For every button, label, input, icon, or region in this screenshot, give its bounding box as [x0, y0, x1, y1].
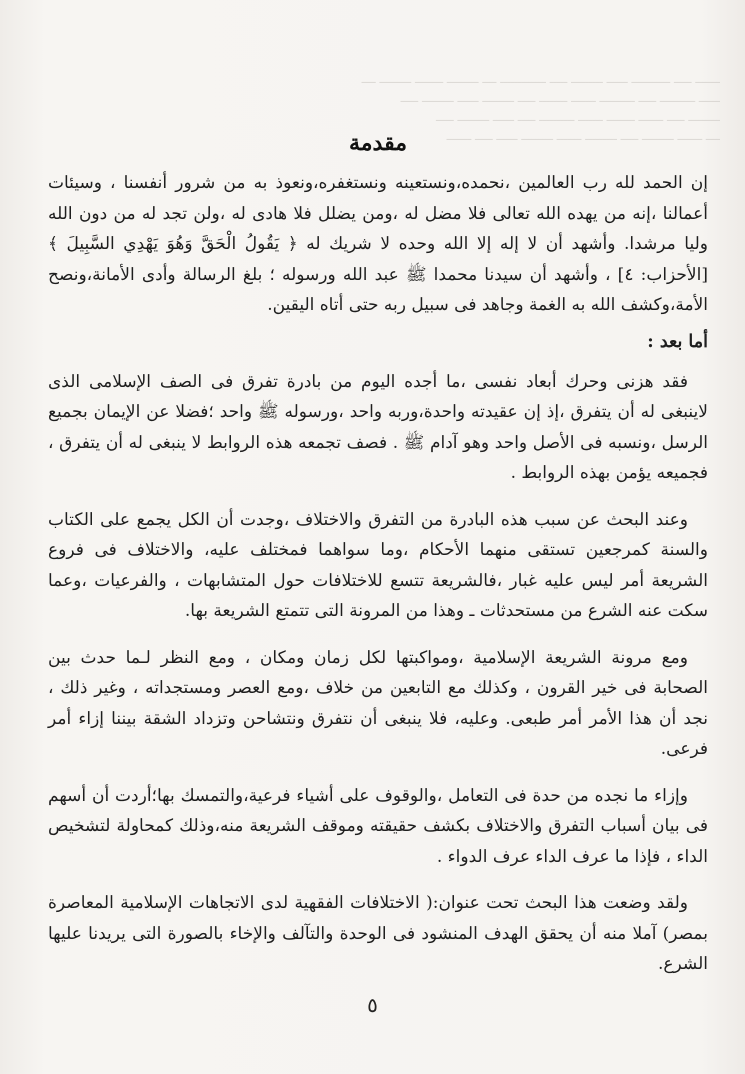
intro-paragraph: إن الحمد لله رب العالمين ،نحمده،ونستعينه ونستغفره،ونعوذ به من شرور أنفسنا ، وسيئات أعمالنا ،إنه من يهده الله تعالى فلا مضل له ،ومن يضلل فلا هادى له ،ولن تجد له من دون الله وليا مرشدا. وأشهد أن لا إله إلا الله وحده لا شريك له ﴿ يَقُولُ الْحَقَّ وَهُوَ يَهْدِي السَّبِيلَ ﴾ [الأحزاب: ٤] ، وأشهد أن سيدنا محمدا ﷺ عبد الله ورسوله ؛ بلغ الرسالة وأدى الأمانة،ونصح الأمة،وكشف الله به الغمة وجاهد فى سبيل ربه حتى أتاه اليقين.: [48, 173, 708, 315]
body-paragraph: ولقد وضعت هذا البحث تحت عنوان:( الاختلافات الفقهية لدى الاتجاهات الإسلامية المعاصرة بمصر) آملا منه أن يحقق الهدف المنشود فى الوحدة والتآلف والإخاء بالصورة التى يريدنا عليها الشرع.: [48, 893, 708, 974]
body-paragraph: ومع مرونة الشريعة الإسلامية ،ومواكبتها لكل زمان ومكان ، ومع النظر لـما حدث بين الصحابة فى خير القرون ، وكذلك مع التابعين من خلاف ،ومع العصر ومستجداته ، وغير ذلك ، نجد أن هذا الأمر أمر طبعى. وعليه، فلا ينبغى أن نتفرق ونتشاحن وتزداد الشقة بيننا إزاء أمر فرعى.: [48, 647, 708, 759]
body-paragraph: وإزاء ما نجده من حدة فى التعامل ،والوقوف على أشياء فرعية،والتمسك بها؛أردت أن أسهم فى بيان أسباب التفرق والاختلاف بكشف حقيقته وموقف الشريعة منه،وذلك كمحاولة لتشخيص الداء ، فإذا ما عرف الداء عرف الدواء .: [48, 785, 708, 867]
page-number: ٥: [367, 993, 378, 1017]
page-content: [48, 128, 708, 986]
section-heading: أما بعد :: [647, 331, 708, 352]
body-paragraph: وعند البحث عن سبب هذه البادرة من التفرق والاختلاف ،وجدت أن الكل يجمع على الكتاب والسنة كمرجعين تستقى منهما الأحكام ،وما سواهما فمختلف عليه، والاختلاف فى فروع الشريعة أمر ليس عليه غبار ،فالشريعة تتسع للاختلافات حول المتشابهات ، والفرعيات ،وعما سكت عنه الشرع من مستحدثات ـ وهذا من المرونة التى تتمتع الشريعة بها.: [48, 509, 708, 621]
bleed-through-texture: ـــــــ ـــــ ـــــــــــ ــــــ ـــــــــ ـــــ ـــــــــــــ ــــ ـــــــــ ــــــــ ـــــــــ ــــ ــــــ ــــــــــ ـــــ ــــــــــ ـــــــ ــــــــ ـــــ ـــــــــ ــــــ ـــــــــ ـــــ ـــــــــ ـــــ ـــــــ ــــــــ ـــــــ ــــــــــ ـــــ ــــــ ـــــــــ ـــــ ــــ ـــــــ ـــــــــ ـــــ ـــــــــ ـــــــ ـــــــــ ــــــ ـــــ ـــــــ: [361, 72, 720, 143]
body-paragraph: فقد هزنى وحرك أبعاد نفسى ،ما أجده اليوم من بادرة تفرق فى الصف الإسلامى الذى لاينبغى له أن يتفرق ،إذ إن عقيدته واحدة،وربه واحد ،ورسوله ﷺ واحد ؛فضلا عن الإيمان بجميع الرسل ،ونسبه فى الأصل واحد وهو آدام ﷺ . فصف تجمعه هذه الروابط لا ينبغى له أن يتفرق ، فجميعه يؤمن بهذه الروابط .: [48, 371, 708, 483]
page-title: مقدمة: [348, 130, 408, 156]
